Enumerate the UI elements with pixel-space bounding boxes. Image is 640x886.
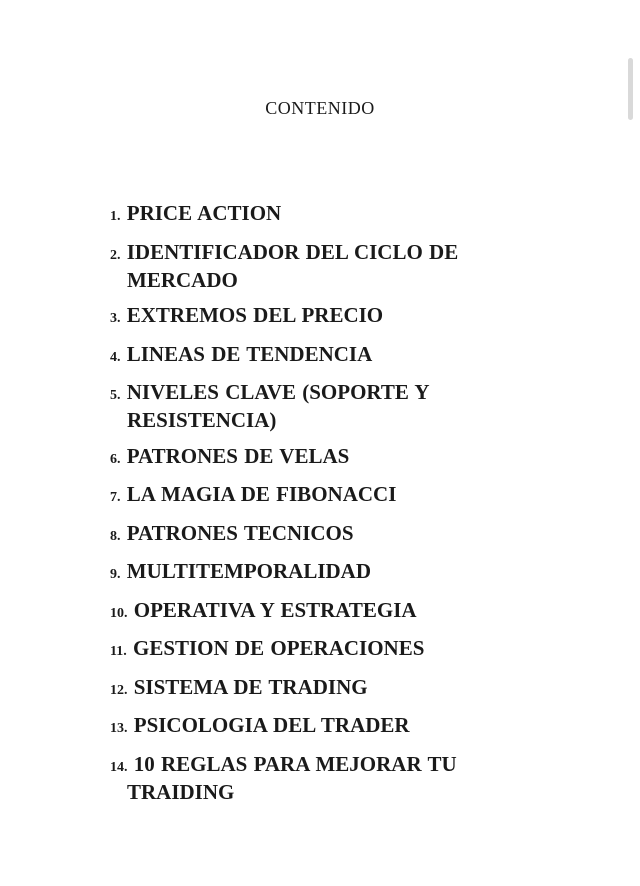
toc-item-label: PATRONES DE VELAS bbox=[126, 443, 350, 468]
toc-item-number: 9. bbox=[110, 567, 121, 582]
toc-item bbox=[110, 597, 490, 626]
toc-item bbox=[110, 482, 490, 510]
toc-item-label: OPERATIVA Y ESTRATEGIA bbox=[133, 597, 417, 622]
toc-item-number: 1. bbox=[110, 209, 121, 224]
toc-item-label: 10 REGLAS PARA MEJORAR TU TRAIDING bbox=[127, 751, 457, 804]
toc-item-number: 13. bbox=[110, 721, 128, 736]
toc-item-number: 4. bbox=[110, 349, 121, 365]
toc-item bbox=[110, 559, 490, 587]
toc-item-number: 5. bbox=[110, 388, 121, 403]
toc-item-label: SISTEMA DE TRADING bbox=[133, 674, 368, 699]
toc-item-label: EXTREMOS DEL PRECIO bbox=[126, 303, 384, 327]
toc-item-number: 12. bbox=[110, 682, 128, 698]
table-of-contents bbox=[0, 201, 490, 815]
toc-item-number: 7. bbox=[110, 490, 121, 505]
toc-item bbox=[110, 303, 490, 331]
toc-item-number: 6. bbox=[110, 451, 121, 467]
toc-item bbox=[110, 674, 490, 703]
toc-item-label: MULTITEMPORALIDAD bbox=[126, 559, 371, 583]
toc-item-number: 14. bbox=[110, 759, 128, 775]
toc-item-number: 2. bbox=[110, 247, 121, 263]
toc-item-label: NIVELES CLAVE (SOPORTE Y RESISTENCIA) bbox=[126, 380, 429, 432]
toc-item-number: 8. bbox=[110, 528, 121, 544]
toc-item-label: LINEAS DE TENDENCIA bbox=[126, 341, 373, 366]
toc-item-number: 11. bbox=[110, 644, 127, 659]
toc-item bbox=[110, 520, 490, 549]
toc-item bbox=[110, 443, 490, 472]
page-title: CONTENIDO bbox=[265, 98, 375, 118]
toc-item bbox=[110, 713, 490, 741]
toc-item-label: PSICOLOGIA DEL TRADER bbox=[133, 713, 410, 737]
toc-item bbox=[110, 341, 490, 370]
scrollbar-thumb[interactable] bbox=[628, 58, 633, 120]
toc-item-label: LA MAGIA DE FIBONACCI bbox=[126, 482, 397, 506]
toc-item bbox=[110, 636, 490, 664]
toc-item-label: GESTION DE OPERACIONES bbox=[132, 636, 425, 660]
toc-item bbox=[110, 201, 490, 229]
toc-item-label: PATRONES TECNICOS bbox=[126, 520, 354, 545]
toc-item-number: 3. bbox=[110, 311, 121, 326]
toc-item bbox=[110, 239, 490, 293]
toc-item bbox=[110, 380, 490, 433]
toc-item-label: PRICE ACTION bbox=[126, 201, 282, 225]
toc-item-number: 10. bbox=[110, 605, 128, 621]
toc-item-label: IDENTIFICADOR DEL CICLO DE MERCADO bbox=[126, 239, 459, 292]
toc-item bbox=[110, 751, 490, 805]
